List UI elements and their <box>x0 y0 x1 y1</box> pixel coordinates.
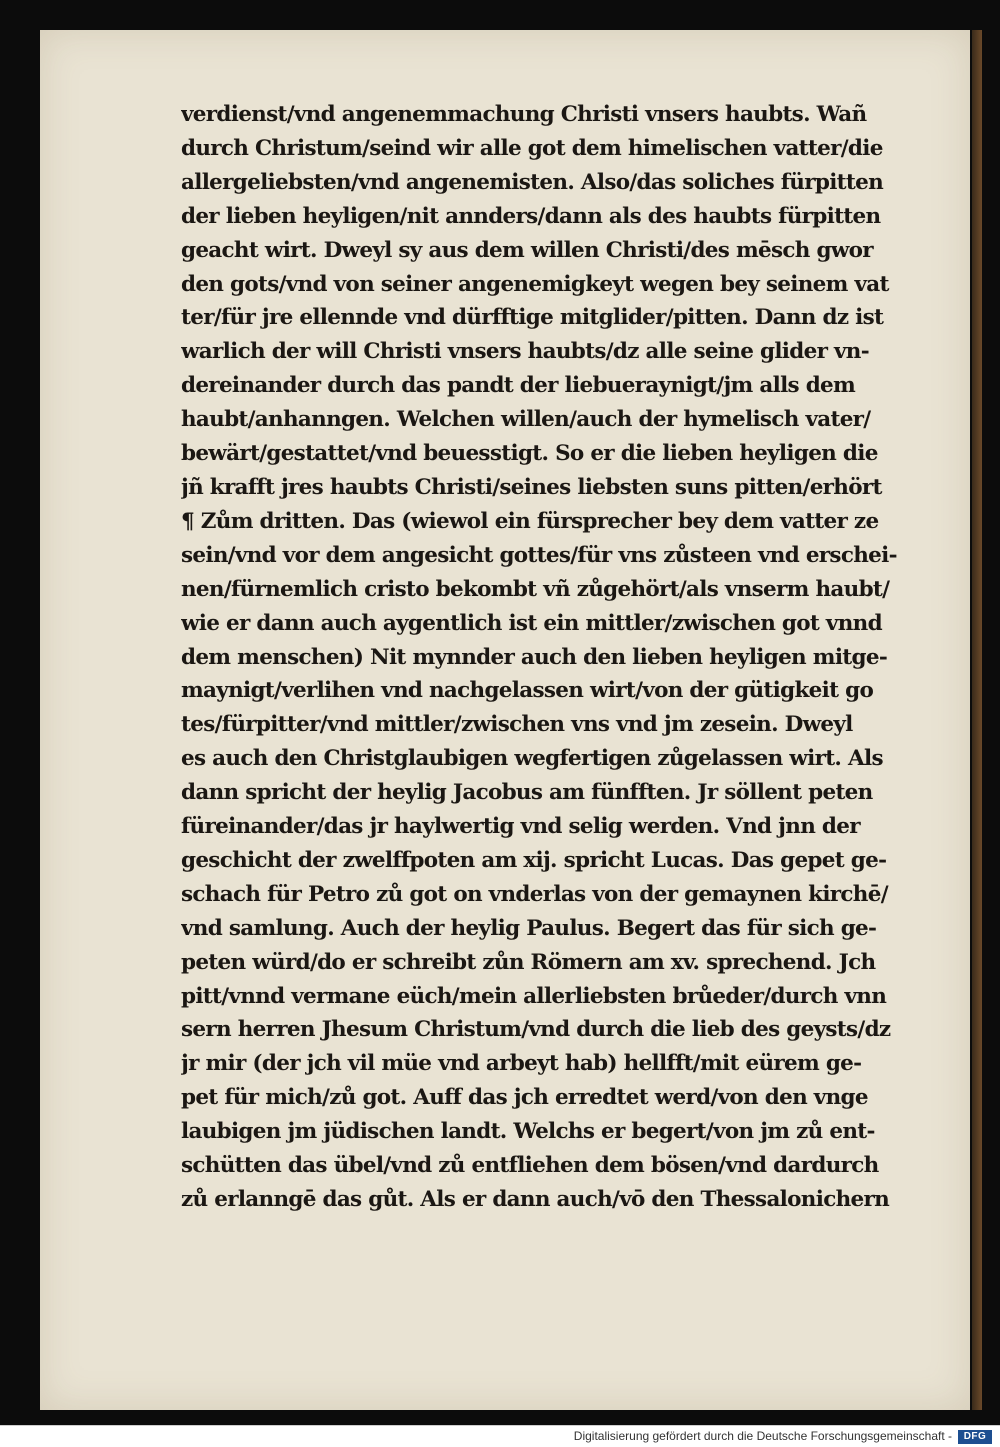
text-line: sein/vnd vor dem angesicht gottes/für vns zůsteen vnd erschei- <box>181 542 897 568</box>
text-line: sern herren Jhesum Christum/vnd durch die lieb des geysts/dz <box>181 1017 891 1043</box>
text-block <box>181 98 911 1217</box>
text-line: laubigen jm jüdischen landt. Welchs er begert/von jm zů ent- <box>181 1119 875 1145</box>
text-line: pitt/vnnd vermane eüch/mein allerliebsten brůeder/durch vnn <box>181 983 887 1009</box>
text-line: dann spricht der heylig Jacobus am fünfften. Jr söllent peten <box>181 780 873 806</box>
text-line: nen/fürnemlich cristo bekombt vñ zůgehört/als vnserm haubt/ <box>181 576 890 602</box>
text-line: maynigt/verlihen vnd nachgelassen wirt/von der gütigkeit go <box>181 678 874 704</box>
page-edge <box>972 30 982 1410</box>
text-line: tes/fürpitter/vnd mittler/zwischen vns vnd jm zesein. Dweyl <box>181 712 853 738</box>
text-line: es auch den Christglaubigen wegfertigen zůgelassen wirt. Als <box>181 746 883 772</box>
text-line: füreinander/das jr haylwertig vnd selig werden. Vnd jnn der <box>181 814 860 840</box>
text-line: ter/für jre ellennde vnd dürfftige mitglider/pitten. Dann dz ist <box>181 305 884 331</box>
text-line: den gots/vnd von seiner angenemigkeyt wegen bey seinem vat <box>181 271 889 297</box>
text-line: geacht wirt. Dweyl sy aus dem willen Christi/des mēsch gwor <box>181 237 873 263</box>
footer-credit: Digitalisierung gefördert durch die Deutsche Forschungsgemeinschaft - <box>573 1429 952 1443</box>
text-line: vnd samlung. Auch der heylig Paulus. Begert das für sich ge- <box>181 915 877 941</box>
text-line: der lieben heyligen/nit annders/dann als des haubts fürpitten <box>181 203 881 229</box>
text-line: bewärt/gestattet/vnd beuesstigt. So er die lieben heyligen die <box>181 441 878 467</box>
footer-bar <box>0 1425 1000 1447</box>
text-line: pet für mich/zů got. Auff das jch erredtet werd/von den vnge <box>181 1085 868 1111</box>
text-line: durch Christum/seind wir alle got dem himelischen vatter/die <box>181 135 883 161</box>
text-line: zů erlanngē das gůt. Als er dann auch/vō den Thessalonichern <box>181 1187 890 1212</box>
text-line: jñ krafft jres haubts Christi/seines liebsten suns pitten/erhört <box>181 474 882 500</box>
text-line: verdienst/vnd angenemmachung Christi vnsers haubts. Wañ <box>181 102 867 127</box>
text-line: warlich der will Christi vnsers haubts/dz alle seine glider vn- <box>181 339 869 365</box>
text-line: dereinander durch das pandt der liebueraynigt/jm alls dem <box>181 373 856 399</box>
text-line: ¶ Zům dritten. Das (wiewol ein fürsprecher bey dem vatter ze <box>181 508 879 534</box>
text-line: geschicht der zwelffpoten am xij. spricht Lucas. Das gepet ge- <box>181 847 887 873</box>
text-line: wie er dann auch aygentlich ist ein mittler/zwischen got vnnd <box>181 610 882 636</box>
text-line: allergeliebsten/vnd angenemisten. Also/das soliches fürpitten <box>181 169 884 195</box>
text-line: haubt/anhanngen. Welchen willen/auch der hymelisch vater/ <box>181 407 871 433</box>
text-line: dem menschen) Nit mynnder auch den lieben heyligen mitge- <box>181 644 888 670</box>
dfg-logo: DFG <box>958 1430 992 1444</box>
text-line: peten würd/do er schreibt zůn Römern am xv. sprechend. Jch <box>181 949 876 975</box>
text-line: schach für Petro zů got on vnderlas von der gemaynen kirchē/ <box>181 881 888 907</box>
text-line: schütten das übel/vnd zů entfliehen dem bösen/vnd dardurch <box>181 1153 879 1179</box>
text-line: jr mir (der jch vil müe vnd arbeyt hab) hellfft/mit eürem ge- <box>181 1051 862 1077</box>
